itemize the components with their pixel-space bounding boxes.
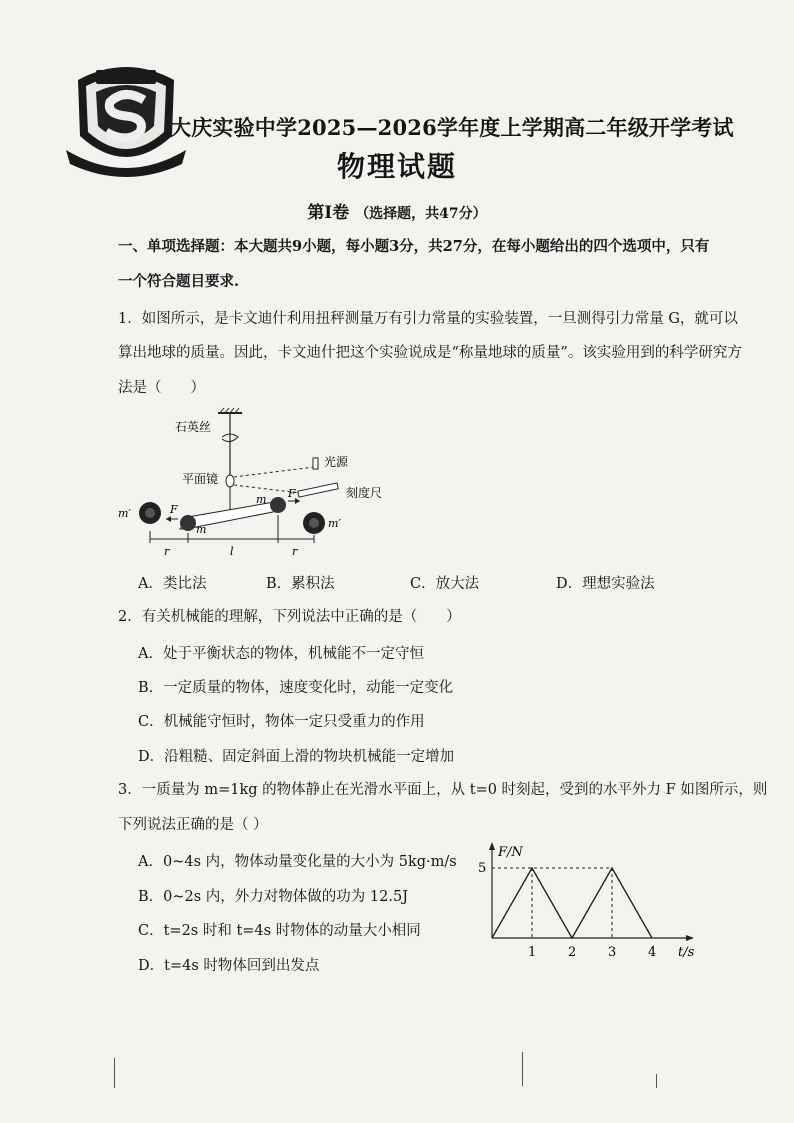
- small-sphere-right: [270, 497, 286, 513]
- q1-option-d: D．理想实验法: [556, 576, 655, 592]
- section-instruction-line2: 一个符合题目要求.: [118, 273, 240, 290]
- q3-stem-line2: 下列说法正确的是（ ）: [118, 817, 268, 833]
- margin-mark: [522, 1052, 523, 1086]
- label-l: l: [230, 545, 234, 558]
- label-m-left: m: [196, 523, 207, 536]
- label-r-left: r: [164, 545, 170, 558]
- y-axis-label: F/N: [498, 845, 523, 860]
- label-m-prime-right: m′: [328, 517, 341, 530]
- q2-option-c: C．机械能守恒时，物体一定只受重力的作用: [138, 714, 425, 730]
- q2-option-d: D．沿粗糙、固定斜面上滑的物块机械能一定增加: [138, 749, 455, 765]
- label-m-right: m: [256, 493, 267, 506]
- x-tick-label: 1: [528, 945, 537, 960]
- small-sphere-left: [180, 515, 196, 531]
- q3-option-d: D．t=4s 时物体回到出发点: [138, 958, 320, 974]
- q3-stem-line1: 3．一质量为 m=1kg 的物体静止在光滑水平面上，从 t=0 时刻起，受到的水平外力 F 如图所示，则: [118, 782, 768, 798]
- section-instruction-line1: 一、单项选择题：本大题共9小题，每小题3分，共27分，在每小题给出的四个选项中，只有: [118, 238, 710, 255]
- x-axis-arrow: [686, 935, 694, 941]
- torsion-balance-figure: [110, 405, 383, 560]
- light-source: [313, 458, 318, 469]
- x-tick-label: 2: [568, 945, 577, 960]
- label-m-prime-left: m′: [118, 507, 131, 520]
- force-time-chart: [478, 838, 708, 968]
- label-light: 光源: [324, 455, 349, 469]
- subject-title: 物理试题: [336, 150, 457, 183]
- q1-option-c: C．放大法: [410, 576, 480, 592]
- label-scale: 刻度尺: [346, 486, 383, 500]
- plane-mirror: [226, 475, 234, 487]
- x-axis-label: t/s: [678, 945, 695, 960]
- q2-option-b: B．一定质量的物体，速度变化时，动能一定变化: [138, 680, 454, 696]
- scale-ruler: [298, 483, 338, 497]
- q1-stem-line1: 1．如图所示，是卡文迪什利用扭秤测量万有引力常量的实验装置，一旦测得引力常量 G，就可以: [118, 311, 738, 327]
- label-F-left: F: [170, 503, 178, 516]
- q2-stem: 2．有关机械能的理解，下列说法中正确的是（ ）: [118, 609, 461, 625]
- q3-option-c: C．t=2s 时和 t=4s 时物体的动量大小相同: [138, 923, 421, 939]
- force-line: [492, 868, 652, 938]
- x-tick-label: 4: [648, 945, 657, 960]
- label-mirror: 平面镜: [182, 472, 219, 486]
- label-F-right: F: [288, 487, 296, 500]
- part-note: （选择题，共47分）: [355, 206, 487, 222]
- q1-option-b: B．累积法: [266, 576, 335, 592]
- q3-option-a: A．0~4s 内，物体动量变化量的大小为 5kg·m/s: [138, 854, 457, 870]
- q3-option-b: B．0~2s 内，外力对物体做的功为 12.5J: [138, 889, 409, 905]
- school-exam-title: 大庆实验中学2025—2026学年度上学期高二年级开学考试: [170, 115, 734, 140]
- q1-option-a: A．类比法: [138, 576, 207, 592]
- q1-stem-line3: 法是（ ）: [118, 380, 205, 396]
- part-label: 第Ⅰ卷: [307, 203, 350, 223]
- part-title: [0, 198, 794, 223]
- margin-mark: [114, 1058, 115, 1088]
- x-tick-label: 3: [608, 945, 617, 960]
- q2-option-a: A．处于平衡状态的物体，机械能不一定守恒: [138, 646, 424, 662]
- q1-stem-line2: 算出地球的质量。因此，卡文迪什把这个实验说成是“称量地球的质量”。该实验用到的科学研究方: [118, 345, 742, 361]
- y-tick-label: 5: [478, 861, 487, 876]
- label-quartz: 石英丝: [175, 420, 212, 434]
- y-axis-arrow: [489, 842, 495, 850]
- margin-mark: [656, 1074, 657, 1088]
- label-r-right: r: [292, 545, 298, 558]
